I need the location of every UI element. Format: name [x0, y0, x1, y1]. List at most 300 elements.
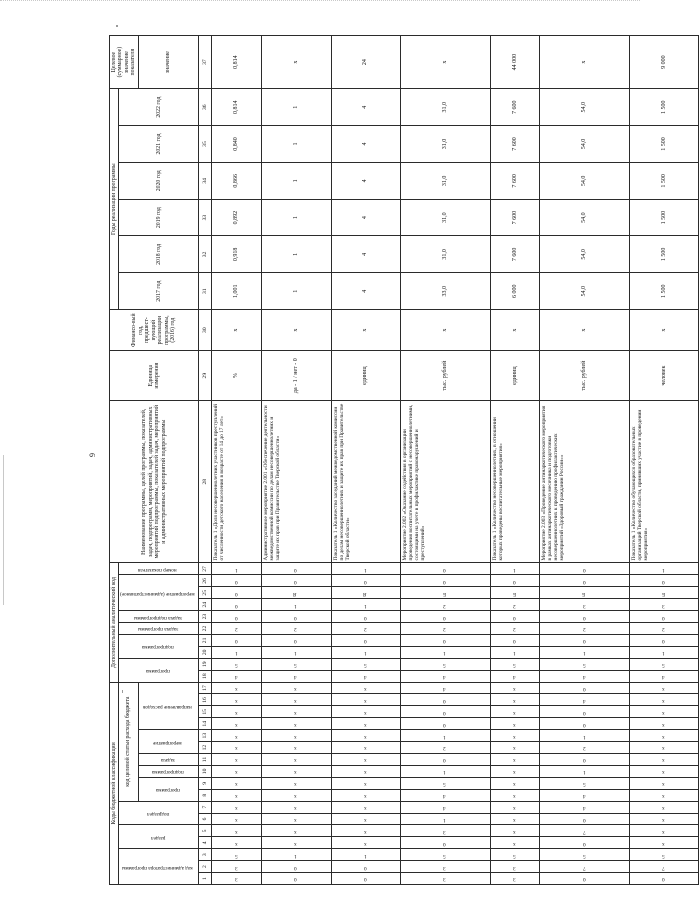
table-row	[331, 36, 401, 885]
code-cell	[401, 623, 490, 635]
column-number-cell: 20	[199, 646, 212, 658]
code-cell	[331, 849, 401, 861]
code-cell	[629, 837, 699, 849]
code-value: х	[363, 816, 367, 823]
code-value: х	[294, 816, 297, 823]
code-cell	[490, 825, 540, 837]
code-value: 0	[512, 638, 516, 645]
code-cell	[629, 754, 699, 766]
code-cell	[490, 777, 540, 789]
code-cell	[212, 837, 262, 849]
code-value: 4	[582, 793, 586, 800]
row-name-cell: Мероприятие 2.003 «Проведение антинаркотического мероприятия в рамках антинаркотического месячника и подготовки несовершеннолетних к проведению профилактических мероприятий «Здоровый гражданин России»»	[540, 401, 629, 563]
code-cell	[261, 861, 331, 873]
section-header: раздел	[119, 825, 199, 849]
code-cell	[540, 611, 629, 623]
column-number-cell: 8	[199, 789, 212, 801]
code-value: 1	[512, 650, 516, 657]
code-cell	[401, 670, 490, 682]
code-value: х	[662, 793, 665, 800]
code-cell	[629, 706, 699, 718]
code-value: х	[662, 697, 665, 704]
code-cell	[540, 563, 629, 575]
code-cell	[212, 706, 262, 718]
code-cell	[331, 670, 401, 682]
fin-year-cell: х	[629, 310, 699, 351]
code-value: х	[294, 805, 297, 812]
code-cell	[261, 825, 331, 837]
year-value-cell: 1	[261, 236, 331, 273]
code-cell	[261, 742, 331, 754]
year-value-cell: 54,0	[540, 126, 629, 163]
code-value: 7	[582, 828, 586, 835]
code-value: х	[512, 709, 516, 716]
column-number-cell: 7	[199, 801, 212, 813]
code-cell	[331, 861, 401, 873]
code-value: х	[662, 745, 665, 752]
code-cell	[490, 849, 540, 861]
code-value: х	[294, 769, 297, 776]
code-cell	[261, 777, 331, 789]
code-cell	[401, 682, 490, 694]
year-header-2019: 2019 год	[119, 199, 199, 236]
fin-year-cell: х	[212, 310, 262, 351]
year-value-cell: 1 500	[629, 126, 699, 163]
code-value: 1	[582, 769, 586, 776]
code-cell	[331, 682, 401, 694]
code-value: х	[363, 793, 367, 800]
code-cell	[261, 563, 331, 575]
code-value: 3	[443, 864, 446, 871]
code-value: 0	[443, 721, 446, 728]
budget-classification-header: Коды бюджетной классификации	[110, 682, 119, 884]
column-number-cell: 26	[199, 575, 212, 587]
code-cell	[331, 599, 401, 611]
target-article-header: код целевой статьи расхода бюджета	[119, 682, 138, 801]
code-cell	[401, 718, 490, 730]
code-value: х	[234, 709, 238, 716]
code-cell	[490, 742, 540, 754]
code-value: 4	[582, 674, 586, 681]
code-value: 1	[234, 650, 238, 657]
code-value: 5	[443, 852, 446, 859]
code-cell	[261, 611, 331, 623]
code-value: х	[234, 793, 238, 800]
code-value: 3	[234, 864, 238, 871]
code-value: 0	[234, 614, 238, 621]
code-value: 5	[234, 852, 238, 859]
fin-year-cell: х	[331, 310, 401, 351]
code-value: х	[294, 828, 297, 835]
code-cell	[261, 670, 331, 682]
code-cell	[212, 623, 262, 635]
code-value: 1	[582, 733, 586, 740]
year-value-cell: 31,0	[401, 199, 490, 236]
code-value: х	[512, 697, 516, 704]
year-header-2018: 2018 год	[119, 236, 199, 273]
code-cell	[490, 623, 540, 635]
code-cell	[212, 754, 262, 766]
row-name-cell: Показатель 1 «Количество несовершеннолетних, в отношении которых проведены воспитательные мероприятия»	[490, 401, 540, 563]
code-cell	[261, 730, 331, 742]
code-cell	[212, 599, 262, 611]
code-cell	[261, 765, 331, 777]
code-value: Б	[661, 590, 665, 597]
code-cell	[401, 634, 490, 646]
column-number-row	[199, 36, 212, 885]
code-value: 0	[363, 614, 367, 621]
code-value: 1	[294, 852, 297, 859]
unit-cell: да - 1 / нет - 0	[261, 351, 331, 401]
code-cell	[212, 718, 262, 730]
target-value-header: значение	[138, 36, 198, 89]
code-value: Б	[443, 590, 446, 597]
code-value: 4	[582, 805, 586, 812]
code-value: х	[662, 781, 665, 788]
code-cell	[401, 849, 490, 861]
year-value-cell: 0,814	[212, 89, 262, 126]
code-cell	[490, 611, 540, 623]
code-cell	[401, 825, 490, 837]
table-head	[110, 36, 212, 885]
year-value-cell: 33,0	[401, 273, 490, 310]
program-indicators-table	[109, 35, 699, 885]
code-col-task: задача	[138, 754, 198, 766]
code-cell	[261, 694, 331, 706]
code-cell	[629, 646, 699, 658]
code-value: 4	[582, 697, 586, 704]
code-cell	[629, 634, 699, 646]
fin-year-cell: х	[401, 310, 490, 351]
code-cell	[401, 611, 490, 623]
code-value: 3	[512, 864, 516, 871]
code-value: х	[512, 793, 516, 800]
code-cell	[490, 801, 540, 813]
code-value: 3	[582, 602, 586, 609]
code-cell	[261, 789, 331, 801]
code-cell	[331, 611, 401, 623]
row-name-cell: Показатель 1 «Количество обучающихся образовательных организаций Тверской области, принявших участие в проведении мероприятия»	[629, 401, 699, 563]
code-cell	[212, 801, 262, 813]
code-cell	[212, 587, 262, 599]
code-value: х	[662, 769, 665, 776]
code-cell	[261, 706, 331, 718]
code-cell	[331, 789, 401, 801]
code-cell	[261, 575, 331, 587]
code-value: 5	[582, 852, 586, 859]
table-body	[212, 36, 699, 885]
column-number-cell: 37	[199, 36, 212, 89]
code-value: 3	[512, 876, 516, 883]
code-value: х	[363, 840, 367, 847]
column-number-cell: 13	[199, 730, 212, 742]
code-cell	[540, 801, 629, 813]
code-value: х	[234, 816, 238, 823]
year-value-cell: 0,892	[212, 199, 262, 236]
year-header-2022: 2022 год	[119, 89, 199, 126]
code-cell	[540, 730, 629, 742]
column-number-cell: 28	[199, 401, 212, 563]
code-cell	[540, 599, 629, 611]
year-value-cell: 4	[331, 126, 401, 163]
code-value: х	[363, 781, 367, 788]
column-number-cell: 24	[199, 599, 212, 611]
code-value: 4	[443, 685, 446, 692]
code-cell	[331, 825, 401, 837]
code-value: 2	[582, 626, 586, 633]
code-cell	[490, 718, 540, 730]
code-cell	[490, 765, 540, 777]
code-value: 0	[234, 590, 238, 597]
code-value: 2	[294, 626, 297, 633]
column-number-cell: 19	[199, 658, 212, 670]
code-cell	[490, 599, 540, 611]
code-value: 1	[443, 733, 446, 740]
code-cell	[629, 575, 699, 587]
year-value-cell: 54,0	[540, 236, 629, 273]
code-cell	[331, 742, 401, 754]
code-value: 1	[294, 602, 297, 609]
code-value: х	[363, 709, 367, 716]
code-cell	[331, 837, 401, 849]
code-cell	[212, 813, 262, 825]
column-number-cell: 31	[199, 273, 212, 310]
code-value: х	[363, 805, 367, 812]
year-value-cell: 1 500	[629, 89, 699, 126]
code-cell	[331, 765, 401, 777]
year-value-cell: 1	[261, 89, 331, 126]
code-cell	[540, 789, 629, 801]
year-header-2017: 2017 год	[119, 273, 199, 310]
column-number-cell: 30	[199, 310, 212, 351]
table-row	[540, 36, 629, 885]
code-value: 1	[363, 602, 367, 609]
code-value: 0	[582, 566, 586, 573]
name-header: Наименование программы, целей программы, показателей, задач, подпрограмм, мероприятий, задач, административных мероприятий подпрограммы, показателей задач, мероприятий и административных мероприятий подпрограммы	[110, 401, 199, 563]
column-number-cell: 17	[199, 682, 212, 694]
unit-cell: %	[212, 351, 262, 401]
code-cell	[401, 861, 490, 873]
code-cell	[540, 873, 629, 885]
code-value: 3	[443, 876, 446, 883]
column-number-cell: 36	[199, 89, 212, 126]
code-value: х	[294, 745, 297, 752]
code-value: 0	[443, 566, 446, 573]
code-value: 0	[443, 578, 446, 585]
code-value: х	[662, 709, 665, 716]
column-number-cell: 14	[199, 718, 212, 730]
code-cell	[261, 646, 331, 658]
code-cell	[212, 777, 262, 789]
code-cell	[540, 575, 629, 587]
code-cell	[540, 682, 629, 694]
code-value: х	[363, 697, 367, 704]
analytic-col-subprogram-task: задача подпрограммы	[119, 611, 199, 623]
code-cell	[212, 873, 262, 885]
code-cell	[331, 575, 401, 587]
year-value-cell: 4	[331, 273, 401, 310]
code-cell	[540, 765, 629, 777]
code-cell	[540, 646, 629, 658]
code-value: 0	[662, 614, 665, 621]
code-cell	[331, 777, 401, 789]
code-value: 1	[443, 650, 446, 657]
code-value: х	[234, 828, 238, 835]
year-value-cell: 31,0	[401, 236, 490, 273]
code-value: 0	[363, 578, 367, 585]
year-value-cell: 1	[261, 199, 331, 236]
column-number-cell: 34	[199, 162, 212, 199]
code-value: 0	[582, 578, 586, 585]
code-cell	[331, 706, 401, 718]
fin-year-header: Финансо-вый год, предшест-вующий реализации программы, (2016) год	[110, 310, 199, 351]
column-number-cell: 4	[199, 837, 212, 849]
code-value: 4	[662, 674, 665, 681]
code-value: 1	[234, 566, 238, 573]
code-cell	[540, 623, 629, 635]
year-value-cell: 31,0	[401, 162, 490, 199]
code-cell	[331, 563, 401, 575]
code-value: 0	[582, 876, 586, 883]
column-number-cell: 32	[199, 236, 212, 273]
code-value: 4	[443, 674, 446, 681]
code-cell	[490, 837, 540, 849]
code-value: х	[294, 709, 297, 716]
year-value-cell: 0,866	[212, 162, 262, 199]
code-value: 2	[443, 602, 446, 609]
code-cell	[401, 789, 490, 801]
code-cell	[490, 587, 540, 599]
year-value-cell: 7 600	[490, 89, 540, 126]
column-number-cell: 1	[199, 873, 212, 885]
code-value: 3	[662, 602, 665, 609]
code-value: х	[512, 828, 516, 835]
code-cell	[261, 873, 331, 885]
code-cell	[401, 694, 490, 706]
code-value: 0	[294, 566, 297, 573]
code-cell	[401, 730, 490, 742]
code-cell	[401, 777, 490, 789]
fin-year-cell: х	[490, 310, 540, 351]
code-value: х	[512, 745, 516, 752]
code-value: х	[234, 697, 238, 704]
table-row	[261, 36, 331, 885]
code-value: х	[363, 733, 367, 740]
code-value: 0	[234, 578, 238, 585]
code-value: х	[234, 781, 238, 788]
code-value: 0	[582, 757, 586, 764]
code-value: х	[294, 721, 297, 728]
code-cell	[331, 718, 401, 730]
code-cell	[540, 849, 629, 861]
code-cell	[261, 658, 331, 670]
analytic-col-program: программа	[119, 658, 199, 682]
code-value: 5	[662, 662, 665, 669]
code-cell	[629, 777, 699, 789]
table-row	[212, 36, 262, 885]
code-value: 4	[234, 674, 238, 681]
code-cell	[331, 658, 401, 670]
code-value: 2	[662, 626, 665, 633]
code-cell	[490, 634, 540, 646]
code-cell	[331, 646, 401, 658]
column-number-cell: 3	[199, 849, 212, 861]
code-value: 0	[582, 685, 586, 692]
code-value: х	[512, 816, 516, 823]
target-value-cell: 0,814	[212, 36, 262, 89]
code-value: 5	[443, 781, 446, 788]
year-value-cell: 1	[261, 126, 331, 163]
code-value: х	[363, 721, 367, 728]
code-value: Б	[512, 590, 516, 597]
code-cell	[261, 754, 331, 766]
code-cell	[401, 765, 490, 777]
code-cell	[212, 861, 262, 873]
code-cell	[490, 813, 540, 825]
code-cell	[490, 754, 540, 766]
unit-cell: единиц	[331, 351, 401, 401]
code-value: х	[512, 840, 516, 847]
code-value: 0	[662, 578, 665, 585]
code-cell	[629, 730, 699, 742]
code-value: 4	[512, 674, 516, 681]
code-value: х	[234, 805, 238, 812]
code-value: х	[512, 769, 516, 776]
code-cell	[540, 813, 629, 825]
code-value: 4	[294, 674, 297, 681]
code-value: 0	[512, 578, 516, 585]
code-value: 2	[234, 626, 238, 633]
code-cell	[261, 837, 331, 849]
code-value: 0	[294, 638, 297, 645]
code-value: 4	[443, 805, 446, 812]
code-cell	[212, 611, 262, 623]
code-value: 1	[363, 650, 367, 657]
code-value: 0	[582, 840, 586, 847]
column-number-cell: 5	[199, 825, 212, 837]
code-cell	[629, 694, 699, 706]
code-value: 2	[512, 626, 516, 633]
subsection-header: подраздел	[119, 801, 199, 825]
code-cell	[629, 658, 699, 670]
code-value: 5	[582, 662, 586, 669]
code-value: 0	[662, 876, 665, 883]
code-cell	[629, 801, 699, 813]
code-value: х	[512, 685, 516, 692]
year-value-cell: 1 500	[629, 273, 699, 310]
column-number-cell: 18	[199, 670, 212, 682]
year-value-cell: 1 500	[629, 236, 699, 273]
code-cell	[212, 670, 262, 682]
code-value: 0	[582, 816, 586, 823]
scan-left-edge-mark	[3, 455, 4, 605]
column-number-cell: 10	[199, 765, 212, 777]
code-value: 0	[234, 638, 238, 645]
code-cell	[401, 813, 490, 825]
page-number: 9	[88, 453, 97, 457]
code-cell	[490, 658, 540, 670]
scan-speck	[116, 25, 118, 27]
code-cell	[540, 670, 629, 682]
table-row	[490, 36, 540, 885]
target-value-cell: 44 000	[490, 36, 540, 89]
code-value: х	[512, 733, 516, 740]
code-value: х	[662, 685, 665, 692]
column-number-cell: 16	[199, 694, 212, 706]
row-name-cell: Показатель 1 «Доля несовершеннолетних участников преступлений от численности детского населения в возрасте от 14 до 17 лет»	[212, 401, 262, 563]
code-value: 1	[443, 769, 446, 776]
code-cell	[212, 682, 262, 694]
